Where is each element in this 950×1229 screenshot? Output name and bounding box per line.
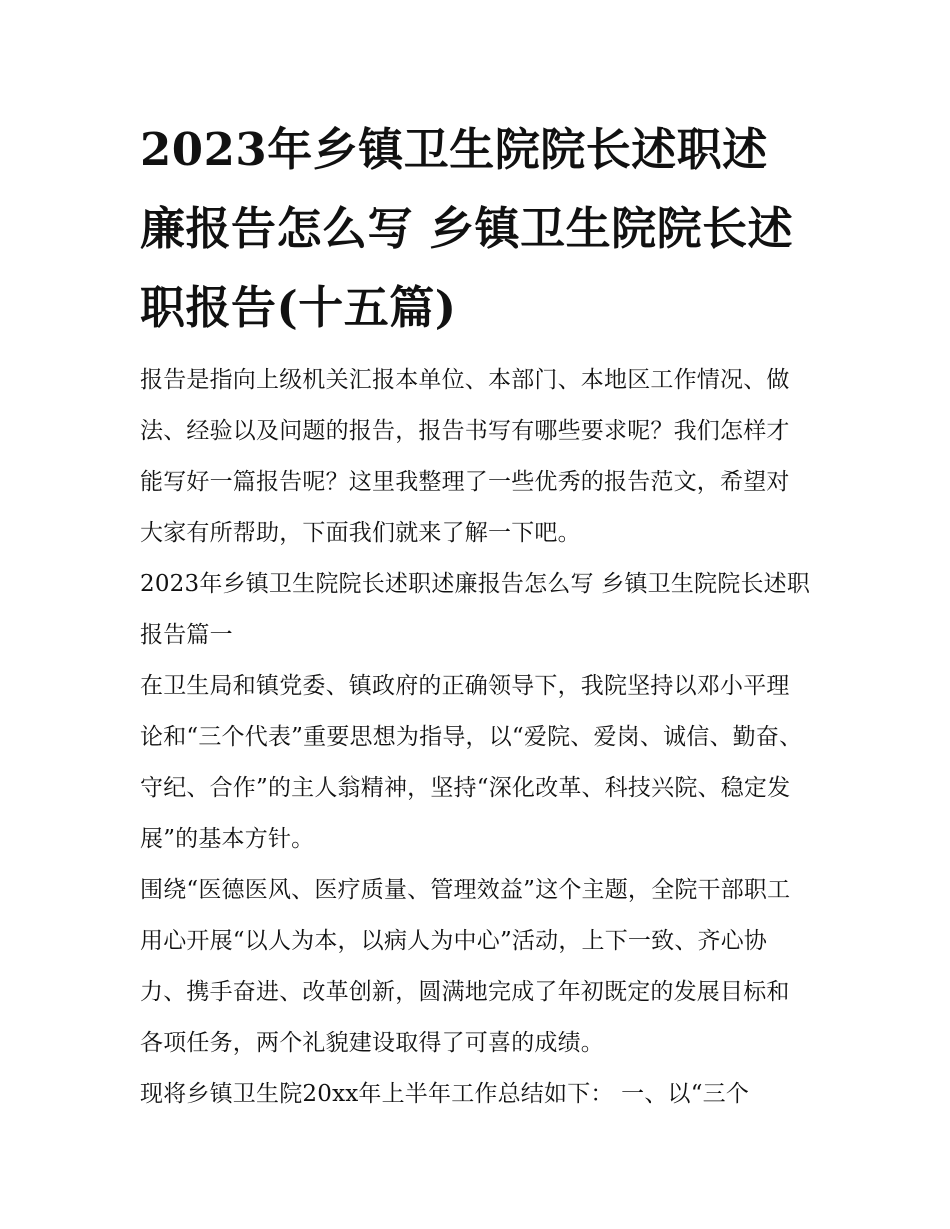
document-title: 2023年乡镇卫生院院长述职述廉报告怎么写 乡镇卫生院院长述职报告(十五篇) xyxy=(140,123,794,334)
paragraph-body-3: 现将乡镇卫生院20xx年上半年工作总结如下： 一、以“三个 xyxy=(140,1081,750,1107)
paragraph-intro: 报告是指向上级机关汇报本单位、本部门、本地区工作情况、做法、经验以及问题的报告，报告书写有哪些要求呢？我们怎样才能写好一篇报告呢？这里我整理了一些优秀的报告范文，希望对大家有所帮助，下面我们就来了解一下吧。 xyxy=(140,367,790,546)
paragraph-section-heading: 2023年乡镇卫生院院长述职述廉报告怎么写 乡镇卫生院院长述职报告篇一 xyxy=(140,571,811,648)
document-page xyxy=(140,110,812,1120)
paragraph-body-1: 在卫生局和镇党委、镇政府的正确领导下，我院坚持以邓小平理论和“三个代表”重要思想为指导，以“爱院、爱岗、诚信、勤奋、守纪、合作”的主人翁精神，坚持“深化改革、科技兴院、稳定发展”的基本方针。 xyxy=(140,673,803,852)
paragraph-body-2: 围绕“医德医风、医疗质量、管理效益”这个主题，全院干部职工用心开展“以人为本，以病人为中心”活动，上下一致、齐心协力、携手奋进、改革创新，圆满地完成了年初既定的发展目标和各项任务，两个礼貌建设取得了可喜的成绩。 xyxy=(140,877,791,1056)
